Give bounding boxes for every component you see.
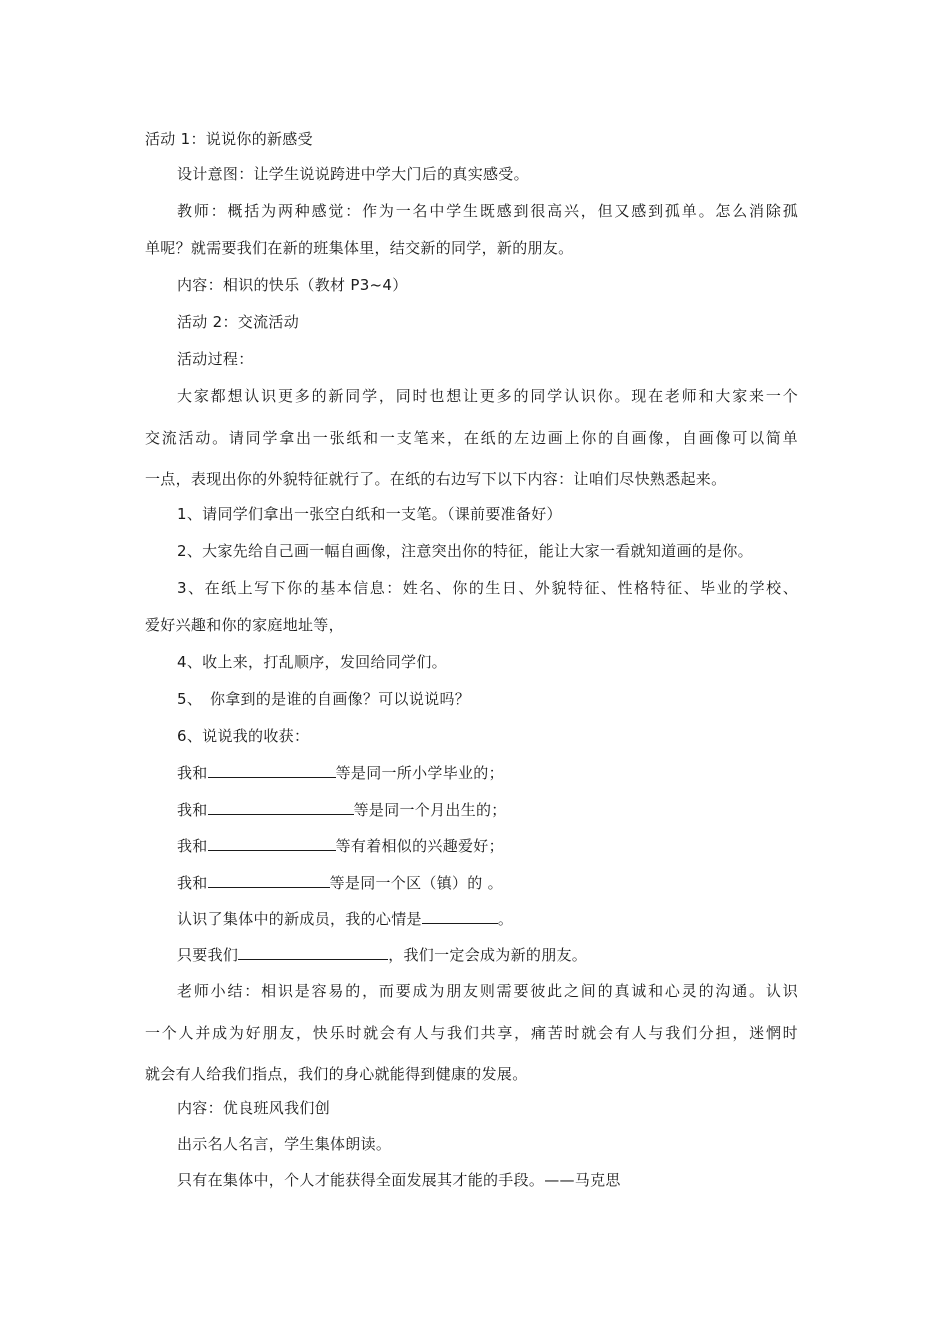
fill-prefix: 我和 xyxy=(177,837,208,855)
design-intent: 设计意图：让学生说说跨进中学大门后的真实感受。 xyxy=(177,165,529,183)
fill-prefix: 我和 xyxy=(177,801,208,819)
fill-prefix: 我和 xyxy=(177,764,208,782)
marx-quote: 只有在集体中，个人才能获得全面发展其才能的手段。——马克思 xyxy=(177,1171,621,1189)
fill-suffix: 等是同一个区（镇）的 。 xyxy=(329,874,503,892)
fill-prefix: 我和 xyxy=(177,874,208,892)
content-heading-1: 内容：相识的快乐（教材 P3~4） xyxy=(177,276,408,294)
teacher-paragraph-line-1: 教师：概括为两种感觉：作为一名中学生既感到很高兴，但又感到孤单。怎么消除孤 xyxy=(177,202,798,220)
blank-field[interactable] xyxy=(208,799,354,815)
fill-in-line-3 xyxy=(177,835,504,856)
blank-field[interactable] xyxy=(208,835,336,851)
blank-field[interactable] xyxy=(238,944,388,960)
activity-2-heading: 活动 2：交流活动 xyxy=(177,313,300,331)
fill-suffix: 等有着相似的兴趣爱好； xyxy=(335,837,504,855)
fill-suffix: ，我们一定会成为新的朋友。 xyxy=(388,946,588,964)
fill-in-line-1 xyxy=(177,762,504,783)
intro-paragraph-line-2: 交流活动。请同学拿出一张纸和一支笔来，在纸的左边画上你的自画像，自画像可以简单 xyxy=(145,429,798,447)
fill-suffix: 等是同一所小学毕业的； xyxy=(335,764,504,782)
step-1: 1、请同学们拿出一张空白纸和一支笔。（课前要准备好） xyxy=(177,505,562,523)
summary-line-3: 就会有人给我们指点，我们的身心就能得到健康的发展。 xyxy=(145,1065,528,1083)
teacher-paragraph-line-2: 单呢？就需要我们在新的班集体里，结交新的同学，新的朋友。 xyxy=(145,239,574,257)
content-heading-2: 内容：优良班风我们创 xyxy=(177,1099,331,1117)
intro-paragraph-line-3: 一点，表现出你的外貌特征就行了。在纸的右边写下以下内容：让咱们尽快熟悉起来。 xyxy=(145,470,727,488)
fill-suffix: 等是同一个月出生的； xyxy=(353,801,507,819)
activity-1-heading: 活动 1：说说你的新感受 xyxy=(145,130,313,148)
quote-instruction: 出示名人名言，学生集体朗读。 xyxy=(177,1135,392,1153)
fill-prefix: 认识了集体中的新成员，我的心情是 xyxy=(177,910,422,928)
step-3-line-1: 3、在纸上写下你的基本信息：姓名、你的生日、外貌特征、性格特征、毕业的学校、 xyxy=(177,579,798,597)
fill-in-line-2 xyxy=(177,799,507,820)
intro-paragraph-line-1: 大家都想认识更多的新同学，同时也想让更多的同学认识你。现在老师和大家来一个 xyxy=(177,387,798,405)
fill-in-line-6 xyxy=(177,944,587,965)
blank-field[interactable] xyxy=(208,762,336,778)
blank-field[interactable] xyxy=(422,908,498,924)
activity-process-heading: 活动过程： xyxy=(177,350,254,368)
summary-line-1: 老师小结：相识是容易的，而要成为朋友则需要彼此之间的真诚和心灵的沟通。认识 xyxy=(177,982,798,1000)
blank-field[interactable] xyxy=(208,872,330,888)
summary-line-2: 一个人并成为好朋友，快乐时就会有人与我们共享，痛苦时就会有人与我们分担，迷惘时 xyxy=(145,1024,798,1042)
step-4: 4、收上来，打乱顺序，发回给同学们。 xyxy=(177,653,447,671)
step-6: 6、说说我的收获： xyxy=(177,727,310,745)
step-5: 5、 你拿到的是谁的自画像？可以说说吗？ xyxy=(177,690,471,708)
step-3-line-2: 爱好兴趣和你的家庭地址等， xyxy=(145,616,344,634)
step-2: 2、大家先给自己画一幅自画像，注意突出你的特征，能让大家一看就知道画的是你。 xyxy=(177,542,753,560)
fill-prefix: 只要我们 xyxy=(177,946,239,964)
fill-suffix: 。 xyxy=(497,910,514,928)
fill-in-line-5 xyxy=(177,908,513,929)
fill-in-line-4 xyxy=(177,872,503,893)
